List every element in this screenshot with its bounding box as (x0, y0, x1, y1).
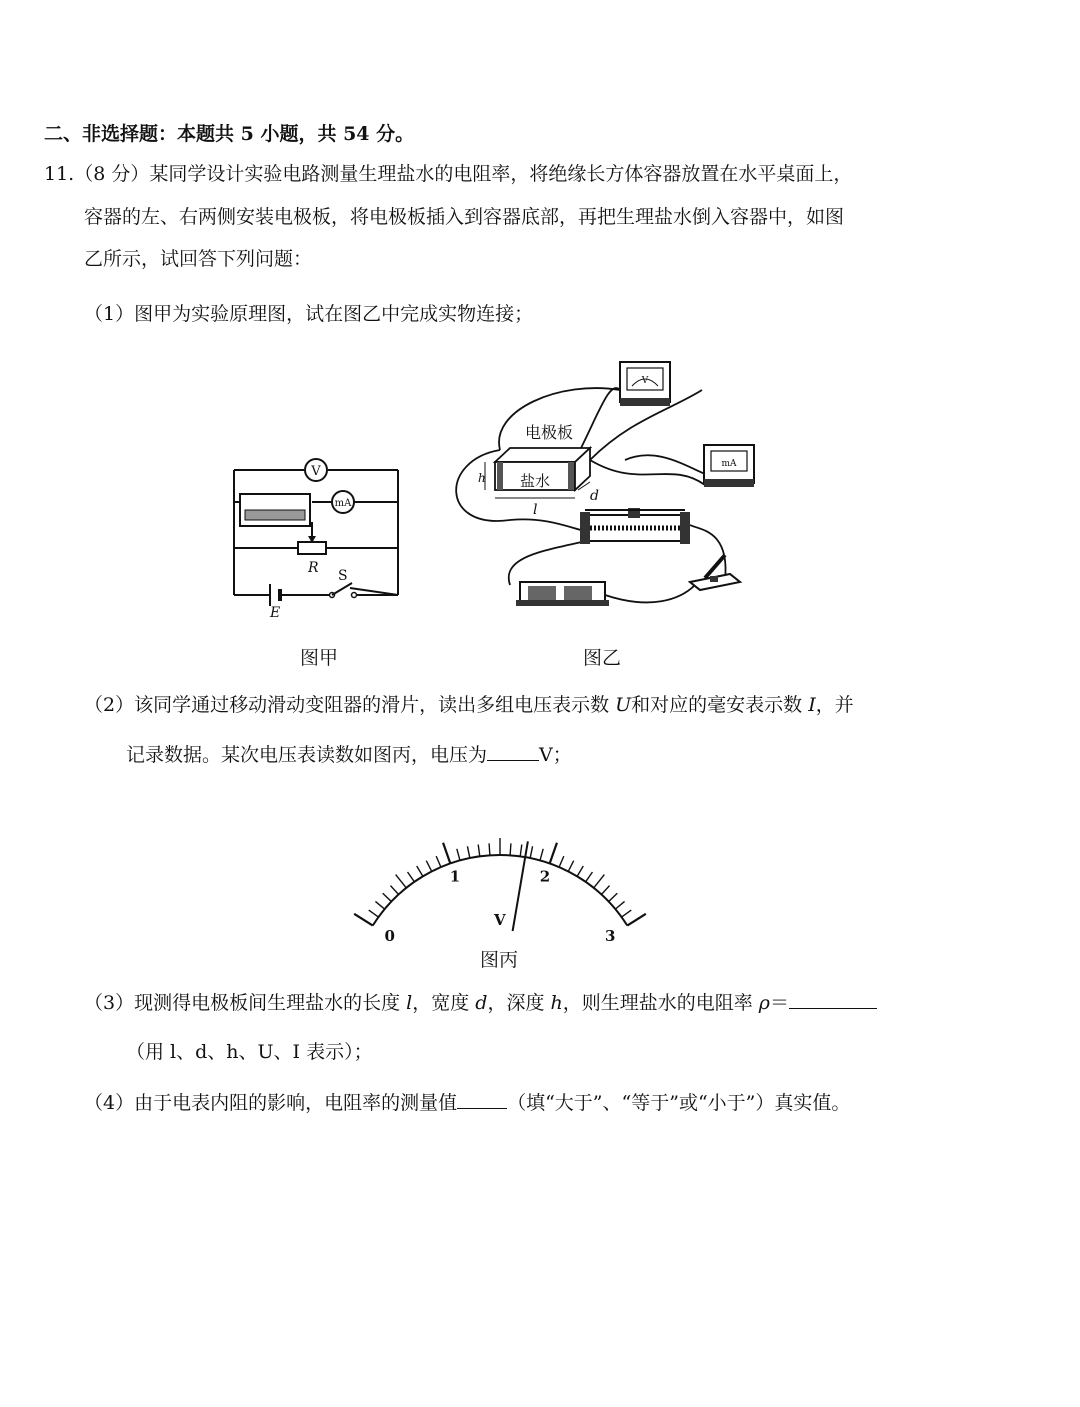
dial-tick (550, 843, 557, 864)
voltmeter-device-icon (620, 362, 670, 406)
dial-scale-label: 0 (384, 927, 395, 946)
question-number: 11. (44, 163, 75, 185)
ammeter-device-icon (704, 445, 754, 487)
label-s: S (338, 568, 348, 584)
dial-tick (615, 901, 624, 909)
dial-tick (478, 844, 480, 856)
figure-bing-dial (370, 815, 630, 946)
dial-tick (443, 843, 450, 864)
part-1: （1）图甲为实验原理图，试在图乙中完成实物连接； (84, 303, 534, 325)
dial-tick (383, 893, 392, 901)
dial-tick (540, 849, 543, 861)
battery-holder-icon (516, 582, 609, 606)
dial-tick (510, 843, 511, 855)
dial-tick (408, 872, 415, 882)
dial-scale-label: 3 (605, 927, 616, 946)
dial-tick (375, 901, 384, 909)
part-2-line1: （2）该同学通过移动滑动变阻器的滑片，读出多组电压表示数 U和对应的毫安表示数 I，并 (84, 694, 854, 716)
question-11-line1: 11.（8 分）某同学设计实验电路测量生理盐水的电阻率，将绝缘长方体容器放置在水平桌面上， (44, 163, 853, 185)
dial-tick (354, 914, 373, 926)
question-points: （8 分） (74, 163, 150, 185)
dial-tick (390, 886, 398, 895)
part-3-line1: （3）现测得电极板间生理盐水的长度 l，宽度 d，深度 h，则生理盐水的电阻率 ρ＝ (84, 990, 877, 1015)
label-d: d (590, 488, 599, 504)
dial-scale-label: 1 (449, 867, 461, 886)
rheostat-symbol-icon (298, 542, 326, 554)
label-e: E (270, 605, 281, 621)
dial-tick (559, 856, 564, 867)
figure-yi-apparatus (440, 350, 760, 620)
dial-tick (577, 866, 583, 876)
caption-yi: 图乙 (583, 647, 622, 669)
dial-tick (457, 849, 460, 861)
dial-tick (396, 875, 407, 888)
label-r: R (308, 560, 319, 576)
part-3-line2: （用 l、d、h、U、I 表示）； (126, 1041, 373, 1063)
label-v: V (311, 464, 321, 479)
label-ma: mA (334, 498, 352, 509)
dial-tick (594, 875, 605, 888)
label-electrode: 电极板 (525, 423, 574, 442)
section-header: 二、非选择题：本题共 5 小题，共 54 分。 (44, 123, 415, 145)
dial-scale-label: 2 (539, 867, 551, 886)
caption-jia: 图甲 (300, 647, 339, 669)
question-11-line2: 容器的左、右两侧安装电极板，将电极板插入到容器底部，再把生理盐水倒入容器中，如图 (84, 206, 845, 228)
dial-tick (586, 872, 593, 882)
label-saline: 盐水 (520, 472, 551, 490)
dial-tick (489, 843, 490, 855)
dial-tick (609, 893, 618, 901)
question-11-line3: 乙所示，试回答下列问题： (84, 248, 313, 270)
resistivity-answer-blank[interactable] (789, 990, 877, 1009)
dial-tick (426, 861, 431, 872)
voltage-answer-blank[interactable] (487, 742, 539, 761)
dial-tick (627, 914, 646, 926)
dial-tick (436, 856, 441, 867)
dial-tick (530, 846, 532, 858)
rheostat-device-icon (580, 508, 690, 544)
dial-tick (369, 910, 379, 917)
part-4: （4）由于电表内阻的影响，电阻率的测量值 （填“大于”、“等于”或“小于”）真实值。 (84, 1092, 851, 1114)
caption-bing: 图丙 (480, 949, 519, 971)
figure-jia-circuit (220, 450, 420, 630)
label-l: l (533, 502, 538, 518)
part-2-line2: 记录数据。某次电压表读数如图丙，电压为 V； (126, 744, 572, 766)
dial-tick (417, 866, 423, 876)
dial-tick (467, 846, 469, 858)
dial-tick (520, 844, 522, 856)
dial-tick (622, 910, 632, 917)
dial-tick (601, 886, 609, 895)
dial-unit-v: V (494, 911, 506, 929)
device-label-ma: mA (721, 459, 737, 469)
knife-switch-icon (690, 555, 740, 590)
dial-tick (568, 861, 573, 872)
label-h: h (478, 471, 486, 485)
comparison-answer-blank[interactable] (457, 1090, 507, 1109)
device-label-v: V (641, 376, 649, 386)
